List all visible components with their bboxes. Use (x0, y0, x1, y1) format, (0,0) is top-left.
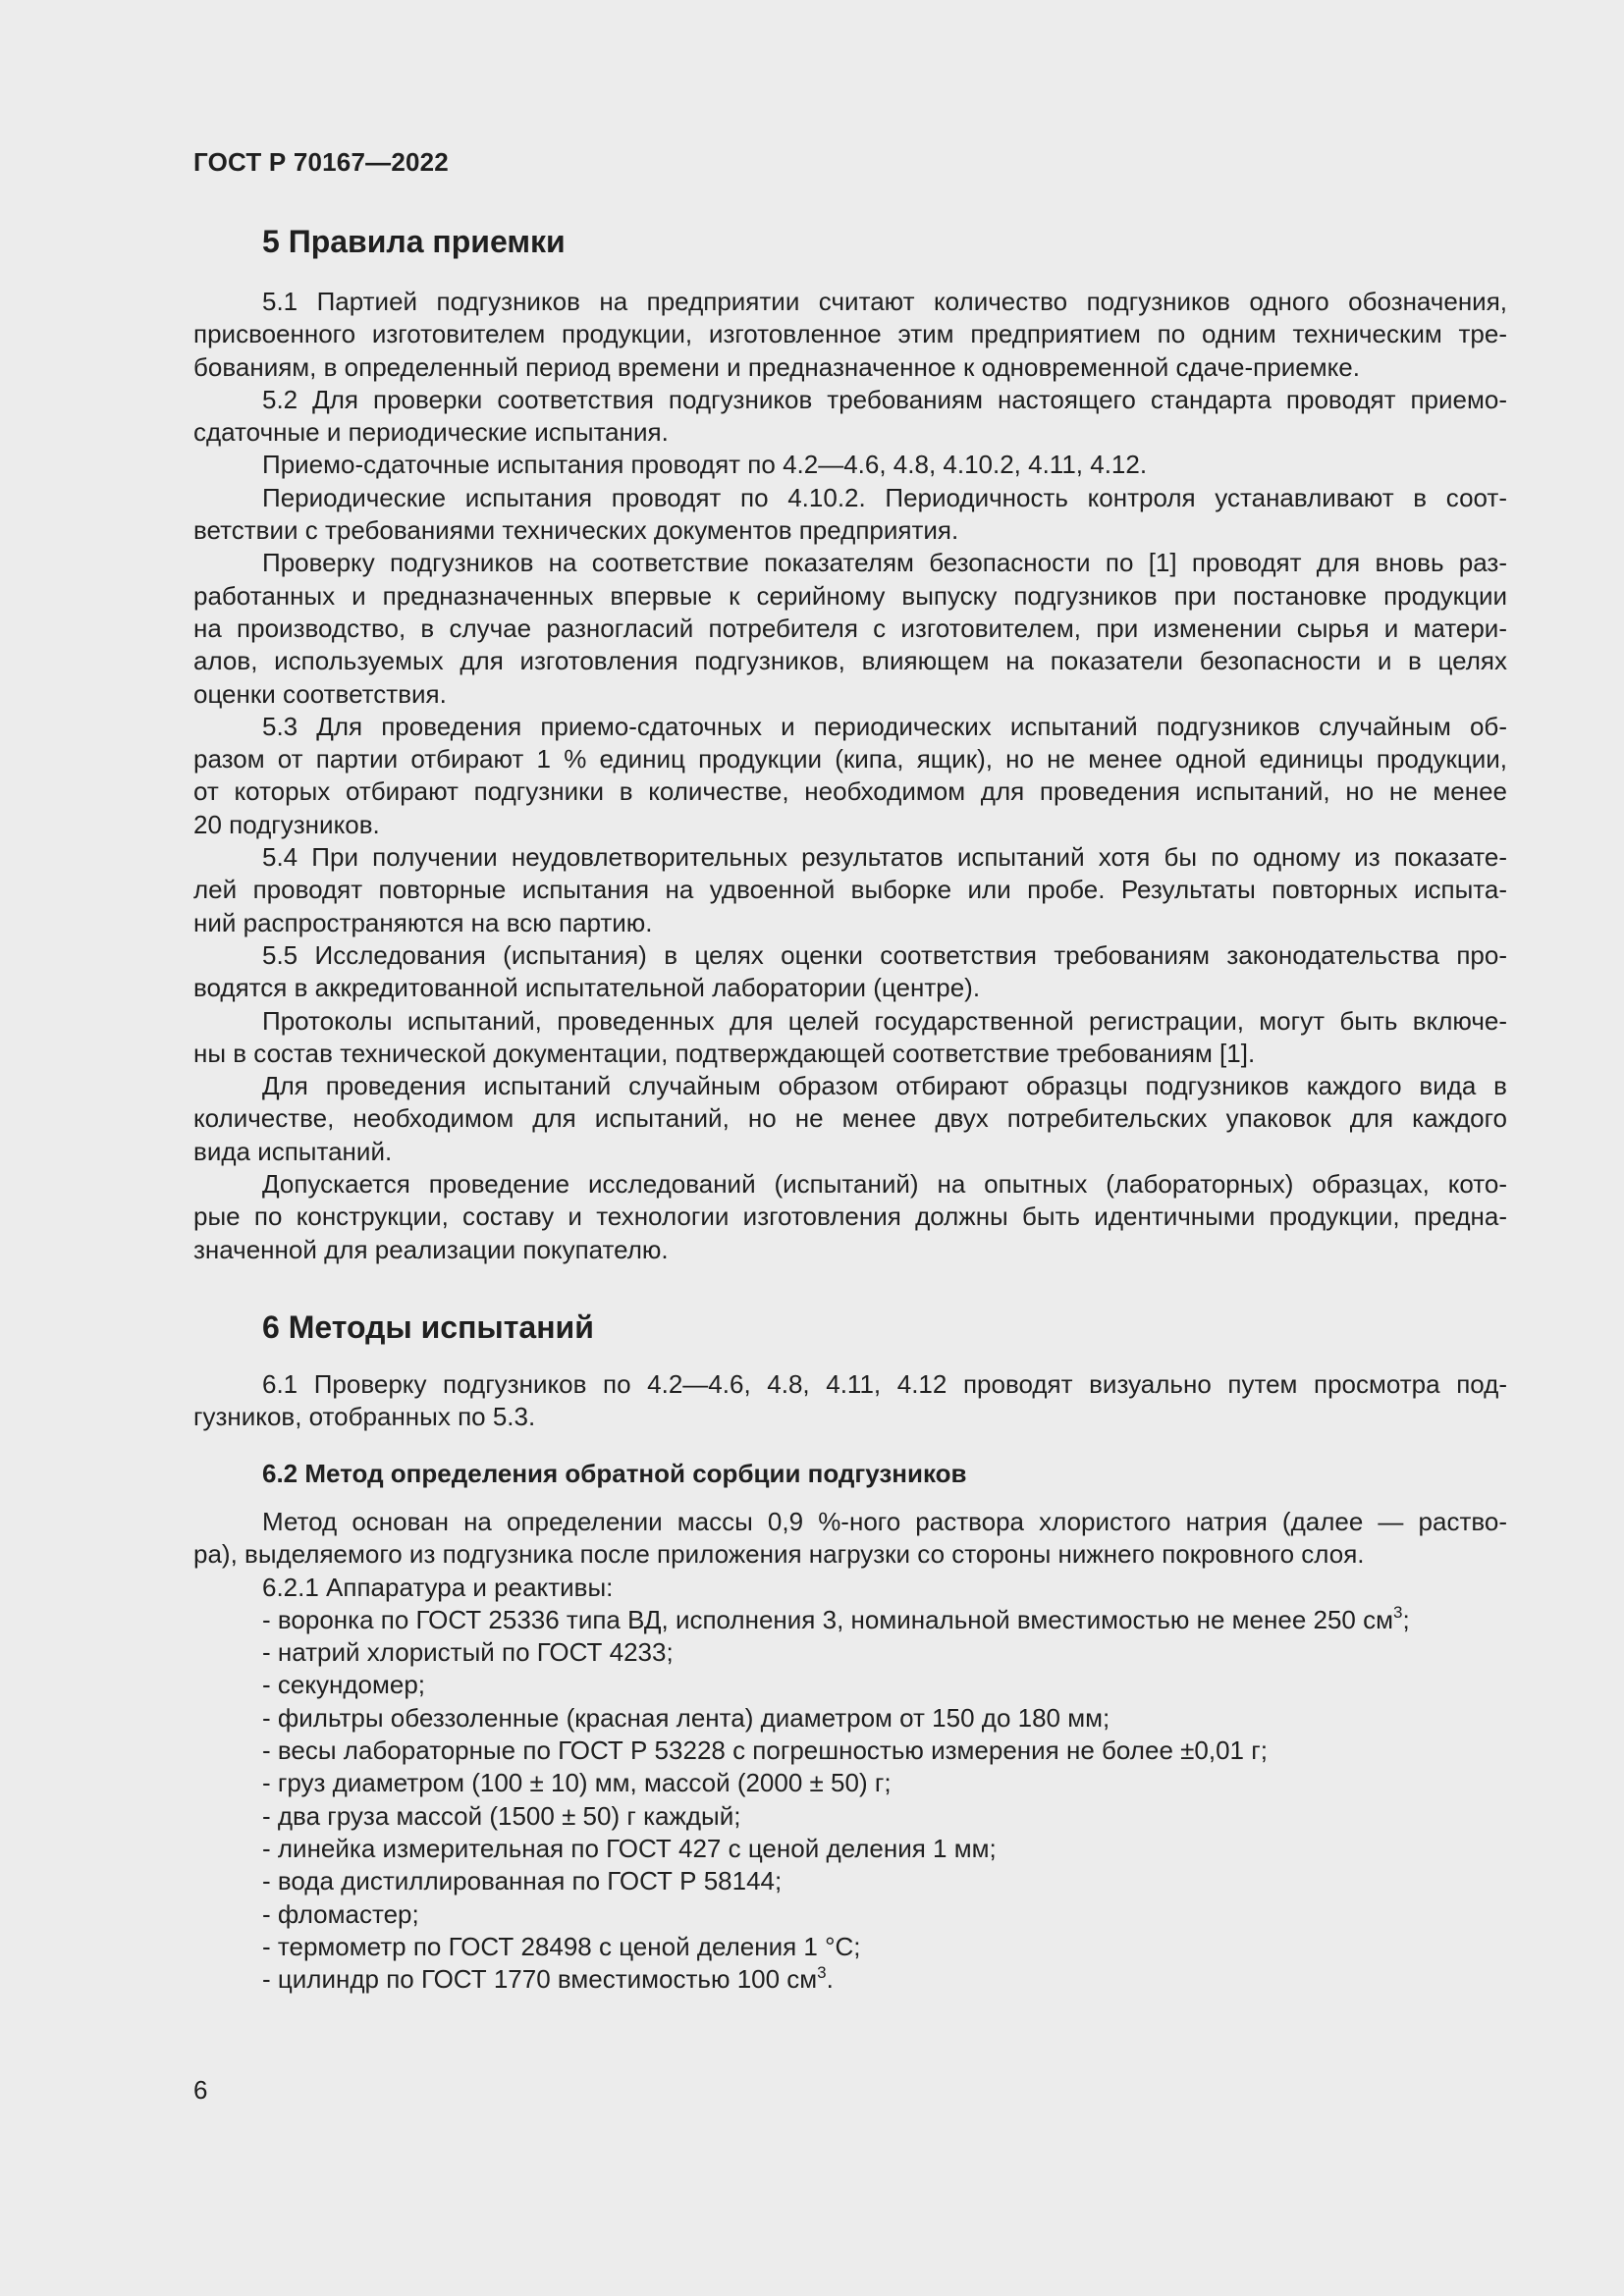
list-item: - воронка по ГОСТ 25336 типа ВД, исполнения 3, номинальной вместимостью не менее 250 $см^3$; (262, 1603, 1410, 1634)
list-item: - термометр по ГОСТ 28498 с ценой деления 1 °С; (262, 1931, 861, 1961)
paragraph-5-3-end: 20 подгузников. (193, 809, 380, 839)
paragraph-sampling: Для проведения испытаний случайным образом отбирают образцы подгузников каждого вида в (262, 1071, 1507, 1101)
list-item: - два груза массой (1500 ± 50) г каждый; (262, 1800, 741, 1831)
paragraph-prototypes-line2: рые по конструкции, составу и технологии изготовления должны быть идентичными продукции, предна- (193, 1201, 1507, 1232)
section-6-1-body (193, 1368, 1507, 1434)
list-item: - весы лабораторные по ГОСТ Р 53228 с погрешностью измерения не более ±0,01 г; (262, 1735, 1268, 1766)
paragraph-5-1: 5.1 Партией подгузников на предприятии считают количество подгузников одного обозначения, присвоенного изготовителем продукции, изготовленное этим предприятием по одним техническим тре- (193, 287, 1507, 349)
section-5-heading: 5 Правила приемки (262, 224, 566, 259)
list-item: - линейка измерительная по ГОСТ 427 с ценой деления 1 мм; (262, 1833, 997, 1863)
paragraph-5-3: 5.3 Для проведения приемо-сдаточных и периодических испытаний подгузников случайным об- (262, 711, 1507, 741)
paragraph-protocols: Протоколы испытаний, проведенных для целей государственной регистрации, могут быть включе- (262, 1005, 1507, 1036)
paragraph-protocols-end: ны в состав технической документации, подтверждающей соответствие требованиям [1]. (193, 1038, 1256, 1068)
paragraph-5-3-line3: от которых отбирают подгузники в количестве, необходимом для проведения испытаний, но не менее (193, 776, 1507, 807)
paragraph-periodic-tests: Периодические испытания проводят по 4.10.2. Периодичность контроля устанавливают в соот- (262, 482, 1507, 512)
paragraph-5-4-line2: лей проводят повторные испытания на удвоенной выборке или пробе. Результаты повторных испыта- (193, 875, 1507, 905)
page-number: 6 (193, 2075, 208, 2105)
paragraph-5-1-end: бованиям, в определенный период времени и предназначенное к одновременной сдаче-приемке. (193, 351, 1360, 382)
list-item: - фломастер; (262, 1898, 419, 1929)
paragraph-safety-check-end: оценки соответствия. (193, 678, 447, 709)
paragraph-safety-check-line3: на производство, в случае разногласий потребителя с изготовителем, при изменении сырья и матери- (193, 613, 1507, 643)
paragraph-prototypes: Допускается проведение исследований (испытаний) на опытных (лабораторных) образцах, кото- (262, 1169, 1507, 1200)
subsection-6-2-heading: 6.2 Метод определения обратной сорбции подгузников (262, 1459, 967, 1488)
list-item: - цилиндр по ГОСТ 1770 вместимостью 100 $см^3$. (262, 1962, 834, 1995)
paragraph-prototypes-end: значенной для реализации покупателю. (193, 1234, 669, 1264)
section-5-body (193, 286, 1507, 1266)
paragraph-6-1-end: гузников, отобранных по 5.3. (193, 1402, 536, 1432)
paragraph-safety-check: Проверку подгузников на соответствие показателям безопасности по [1] проводят для вновь раз- (262, 548, 1507, 578)
paragraph-5-4: 5.4 При получении неудовлетворительных результатов испытаний хотя бы по одному из показате- (262, 842, 1507, 873)
list-item: - вода дистиллированная по ГОСТ Р 58144; (262, 1866, 783, 1896)
paragraph-safety-check-line2: работанных и предназначенных впервые к серийному выпуску подгузников при постановке продукции (193, 580, 1507, 611)
paragraph-sampling-end: вида испытаний. (193, 1136, 393, 1166)
document-code: ГОСТ Р 70167—2022 (193, 147, 449, 177)
paragraph-sampling-line2: количестве, необходимом для испытаний, но не менее двух потребительских упаковок для каждого (193, 1103, 1507, 1134)
list-item: - груз диаметром (100 ± 10) мм, массой (2000 ± 50) г; (262, 1768, 892, 1798)
paragraph-5-2-end: сдаточные и периодические испытания. (193, 417, 669, 448)
paragraph-acceptance-tests: Приемо-сдаточные испытания проводят по 4.2—4.6, 4.8, 4.10.2, 4.11, 4.12. (262, 450, 1148, 480)
paragraph-5-5-end: водятся в аккредитованной испытательной лаборатории (центре). (193, 973, 981, 1003)
list-item: - натрий хлористый по ГОСТ 4233; (262, 1637, 674, 1668)
paragraph-5-3-line2: разом от партии отбирают 1 % единиц продукции (кипа, ящик), но не менее одной единицы продукции, (193, 744, 1507, 774)
section-6-2-body (193, 1506, 1507, 1996)
paragraph-method: Метод основан на определении массы 0,9 %-ного раствора хлористого натрия (далее — раство- (262, 1507, 1507, 1536)
paragraph-periodic-tests-end: ветствии с требованиями технических документов предприятия. (193, 515, 959, 546)
paragraph-5-2: 5.2 Для проверки соответствия подгузников требованиям настоящего стандарта проводят приемо- (262, 384, 1507, 414)
list-item: - фильтры обеззоленные (красная лента) диаметром от 150 до 180 мм; (262, 1702, 1110, 1733)
paragraph-6-1: 6.1 Проверку подгузников по 4.2—4.6, 4.8, 4.11, 4.12 проводят визуально путем просмотра под- (262, 1369, 1507, 1399)
paragraph-method-end: ра), выделяемого из подгузника после приложения нагрузки со стороны нижнего покровного слоя. (193, 1539, 1365, 1570)
section-6-heading: 6 Методы испытаний (262, 1309, 594, 1345)
list-item: - секундомер; (262, 1670, 426, 1700)
paragraph-5-5: 5.5 Исследования (испытания) в целях оценки соответствия требованиям законодательства про- (262, 939, 1507, 970)
list-title: 6.2.1 Аппаратура и реактивы: (262, 1572, 614, 1602)
paragraph-5-4-end: ний распространяются на всю партию. (193, 907, 653, 937)
paragraph-safety-check-line4: алов, используемых для изготовления подгузников, влияющем на показатели безопасности и в целях (193, 646, 1507, 676)
